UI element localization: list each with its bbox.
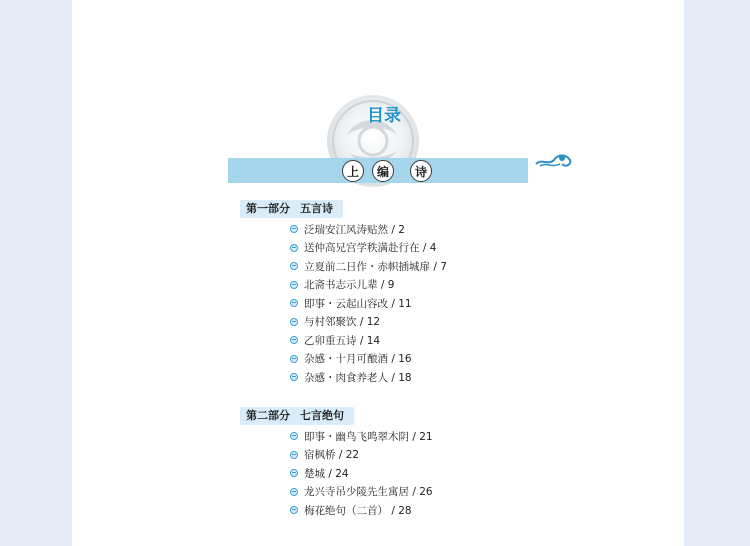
bullet-icon xyxy=(290,355,298,363)
book-page xyxy=(72,0,684,546)
entry-text: 梅花绝句（二首） / 28 xyxy=(304,504,412,517)
toc-list xyxy=(290,220,447,387)
volume-char: 编 xyxy=(372,160,394,182)
bullet-icon xyxy=(290,318,298,326)
entry-text: 楚城 / 24 xyxy=(304,467,349,480)
toc-entry[interactable] xyxy=(290,501,433,520)
entry-text: 宿枫桥 / 22 xyxy=(304,449,360,462)
toc-entry[interactable] xyxy=(290,427,433,446)
section-part: 第一部分 xyxy=(246,202,290,215)
bullet-icon xyxy=(290,451,298,459)
section-label xyxy=(240,200,343,218)
entry-text: 送仲高兄宫学秩满赴行在 / 4 xyxy=(304,242,437,255)
bullet-icon xyxy=(290,506,298,514)
entry-text: 乙卯重五诗 / 14 xyxy=(304,334,381,347)
bullet-icon xyxy=(290,225,298,233)
toc-entry[interactable] xyxy=(290,313,447,332)
bullet-icon xyxy=(290,262,298,270)
bullet-icon xyxy=(290,244,298,252)
toc-entry[interactable] xyxy=(290,483,433,502)
toc-title: 目录 xyxy=(367,106,401,126)
entry-text: 即事・云起山容改 / 11 xyxy=(304,297,412,310)
entry-text: 泛瑞安江风涛贴然 / 2 xyxy=(304,223,405,236)
section-label xyxy=(240,407,354,425)
toc-entry[interactable] xyxy=(290,257,447,276)
section-part: 第二部分 xyxy=(246,409,290,422)
toc-entry[interactable] xyxy=(290,446,433,465)
entry-text: 即事・幽鸟飞鸣翠木阴 / 21 xyxy=(304,430,433,443)
entry-text: 龙兴寺吊少陵先生寓居 / 26 xyxy=(304,486,433,499)
toc-entry[interactable] xyxy=(290,331,447,350)
section-name: 七言绝句 xyxy=(300,409,344,422)
bullet-icon xyxy=(290,281,298,289)
volume-heading xyxy=(342,160,432,182)
toc-entry[interactable] xyxy=(290,239,447,258)
toc-entry[interactable] xyxy=(290,276,447,295)
bullet-icon xyxy=(290,336,298,344)
entry-text: 杂感・肉食养老人 / 18 xyxy=(304,371,412,384)
entry-text: 杂感・十月可酿酒 / 16 xyxy=(304,353,412,366)
entry-text: 与村邻聚饮 / 12 xyxy=(304,316,381,329)
toc-entry[interactable] xyxy=(290,464,433,483)
cloud-ornament-icon xyxy=(534,148,574,170)
toc-entry[interactable] xyxy=(290,350,447,369)
toc-entry[interactable] xyxy=(290,220,447,239)
volume-char: 上 xyxy=(342,160,364,182)
bullet-icon xyxy=(290,469,298,477)
section-name: 五言诗 xyxy=(300,202,333,215)
bullet-icon xyxy=(290,299,298,307)
bullet-icon xyxy=(290,373,298,381)
entry-text: 立夏前二日作・赤帜插城扉 / 7 xyxy=(304,260,447,273)
bullet-icon xyxy=(290,432,298,440)
bullet-icon xyxy=(290,488,298,496)
entry-text: 北斋书志示儿辈 / 9 xyxy=(304,279,395,292)
toc-entry[interactable] xyxy=(290,368,447,387)
toc-entry[interactable] xyxy=(290,294,447,313)
volume-char: 诗 xyxy=(410,160,432,182)
toc-list xyxy=(290,427,433,520)
